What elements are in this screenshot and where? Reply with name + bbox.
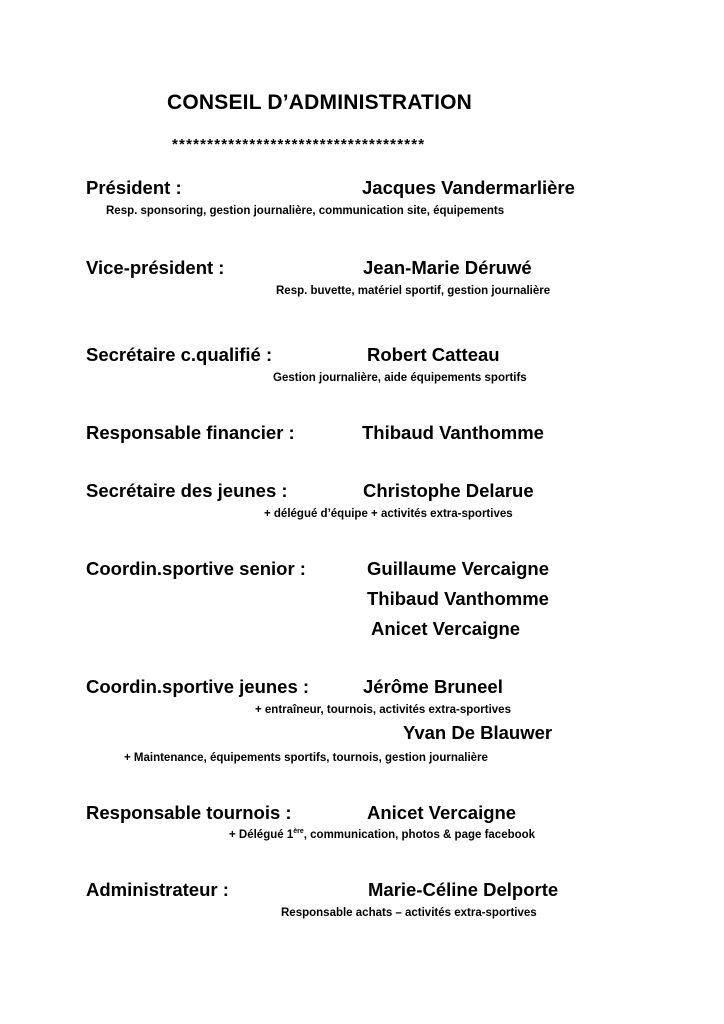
page-title: CONSEIL D’ADMINISTRATION [167,91,473,114]
member-name: Marie-Céline Delporte [368,879,559,900]
member-name: Jérôme Bruneel [363,676,503,697]
member-name: Thibaud Vanthomme [367,588,549,609]
member-description: Resp. sponsoring, gestion journalière, communication site, équipements [106,205,505,217]
role-label: Responsable tournois : [86,802,292,823]
role-label: Coordin.sportive jeunes : [86,676,310,697]
description-text: , communication, photos & page facebook [303,829,536,841]
member-name: Thibaud Vanthomme [362,422,544,443]
superscript-ordinal: ère [293,828,304,836]
description-text: + Délégué 1 [229,829,294,841]
role-label: Administrateur : [86,879,229,900]
member-description: + entraîneur, tournois, activités extra-sportives [255,704,511,716]
member-name: Jacques Vandermarlière [362,177,575,198]
member-name: Anicet Vercaigne [367,802,517,823]
role-label: Secrétaire des jeunes : [86,480,288,501]
role-label: Secrétaire c.qualifié : [86,344,273,365]
member-description: + délégué d’équipe + activités extra-sportives [264,508,513,520]
member-description: + Maintenance, équipements sportifs, tournois, gestion journalière [124,752,488,764]
role-label: Coordin.sportive senior : [86,558,306,579]
member-description: Responsable achats – activités extra-sportives [281,907,537,919]
role-label: Vice-président : [86,257,225,278]
role-label: Responsable financier : [86,422,295,443]
member-description: Gestion journalière, aide équipements sportifs [273,372,527,384]
member-name: Robert Catteau [367,344,500,365]
member-description [229,829,535,841]
member-description: Resp. buvette, matériel sportif, gestion journalière [276,285,551,297]
member-name: Yvan De Blauwer [403,722,553,743]
member-name: Jean-Marie Déruwé [363,257,532,278]
member-name: Christophe Delarue [363,480,534,501]
member-name: Anicet Vercaigne [371,618,521,639]
member-name: Guillaume Vercaigne [367,558,549,579]
role-label: Président : [86,177,182,198]
title-separator: ************************************ [172,136,426,153]
